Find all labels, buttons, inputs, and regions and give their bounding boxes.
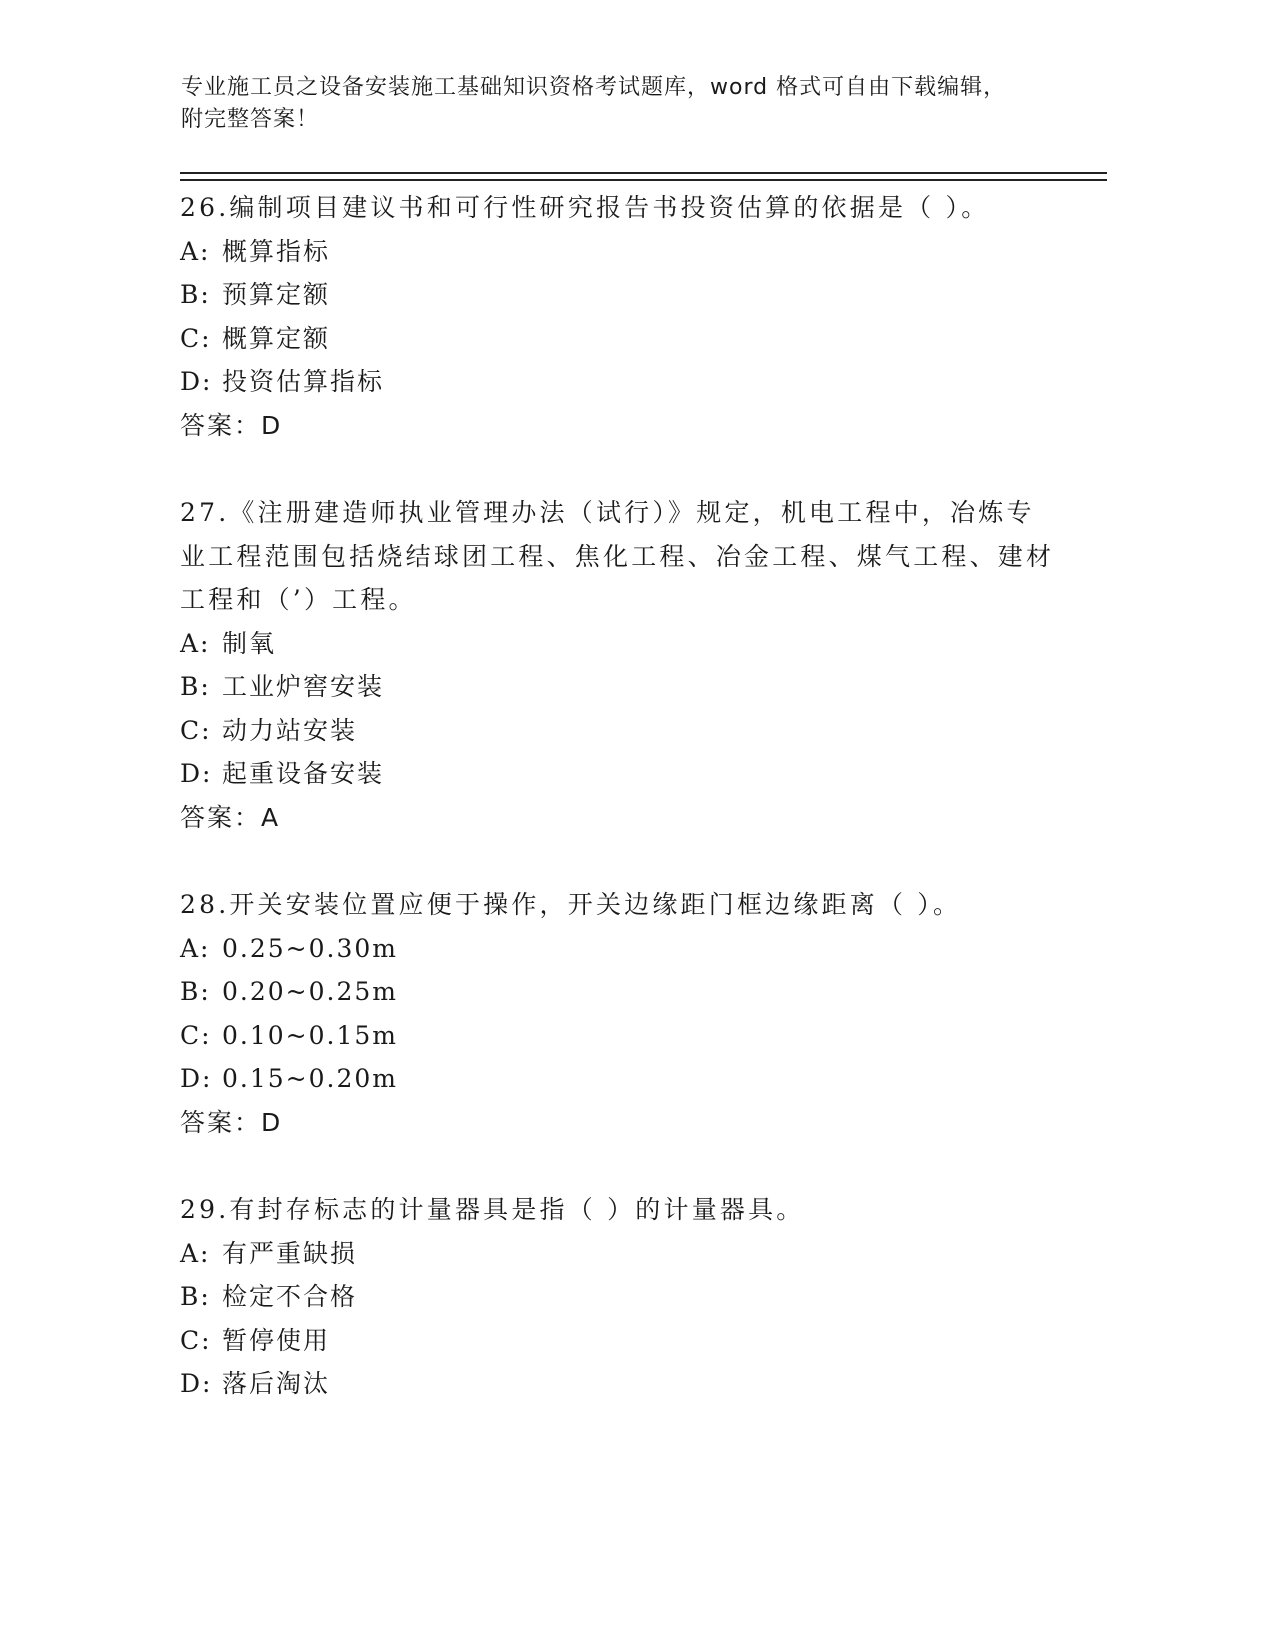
option-a — [180, 622, 1060, 666]
option-text: 概算指标 — [222, 236, 331, 266]
answer-line: 答案：A — [180, 802, 281, 832]
option-c — [180, 1319, 1060, 1363]
option-d — [180, 1362, 1060, 1406]
option-b — [180, 970, 1060, 1014]
option-c — [180, 317, 1060, 361]
question-27 — [180, 491, 1060, 839]
option-a — [180, 230, 1060, 274]
answer-line: 答案：D — [180, 410, 283, 440]
option-letter: D: — [180, 759, 213, 788]
option-letter: D: — [180, 367, 213, 396]
header-divider-bottom — [180, 179, 1107, 181]
option-text: 起重设备安装 — [222, 759, 385, 788]
option-a — [180, 927, 1060, 971]
option-text: 0.10~0.15m — [222, 1020, 398, 1050]
option-letter: C: — [180, 323, 212, 353]
option-letter: D: — [180, 1369, 213, 1398]
option-a — [180, 1232, 1060, 1276]
option-letter: B: — [180, 977, 211, 1006]
option-b — [180, 1275, 1060, 1319]
question-29 — [180, 1188, 1060, 1406]
header-line-1: 专业施工员之设备安装施工基础知识资格考试题库，word 格式可自由下载编辑， — [181, 75, 1007, 100]
option-text: 有严重缺损 — [222, 1238, 358, 1268]
header-line-2: 附完整答案！ — [181, 107, 320, 132]
option-text: 预算定额 — [222, 280, 331, 309]
option-text: 暂停使用 — [222, 1325, 331, 1355]
question-text: 27.《注册建造师执业管理办法（试行）》规定，机电工程中，冶炼专业工程范围包括烧结球团工程、焦化工程、冶金工程、煤气工程、建材工程和（’）工程。 — [180, 498, 1055, 614]
option-letter: B: — [180, 1282, 211, 1311]
question-28 — [180, 883, 1060, 1144]
option-text: 工业炉窖安装 — [222, 672, 385, 701]
option-letter: A: — [180, 933, 211, 963]
option-d — [180, 752, 1060, 796]
question-text: 28.开关安装位置应便于操作，开关边缘距门框边缘距离（ ）。 — [180, 890, 962, 919]
question-text: 26.编制项目建议书和可行性研究报告书投资估算的依据是（ ）。 — [180, 193, 990, 222]
question-26 — [180, 186, 1060, 447]
question-text: 29.有封存标志的计量器具是指（ ）的计量器具。 — [180, 1195, 805, 1224]
option-text: 0.20~0.25m — [222, 977, 398, 1006]
option-letter: C: — [180, 1325, 212, 1355]
header-divider-top — [180, 172, 1107, 174]
option-letter: B: — [180, 280, 211, 309]
option-text: 检定不合格 — [222, 1282, 358, 1311]
option-text: 0.25~0.30m — [222, 933, 398, 963]
option-letter: A: — [180, 1238, 211, 1268]
option-letter: C: — [180, 1020, 212, 1050]
option-letter: D: — [180, 1064, 213, 1093]
option-b — [180, 665, 1060, 709]
option-c — [180, 1014, 1060, 1058]
option-b — [180, 273, 1060, 317]
option-d — [180, 360, 1060, 404]
option-text: 概算定额 — [222, 323, 331, 353]
option-text: 0.15~0.20m — [222, 1064, 398, 1093]
option-c — [180, 709, 1060, 753]
document-header — [181, 72, 1081, 136]
answer-line: 答案：D — [180, 1107, 283, 1137]
option-text: 投资估算指标 — [222, 367, 385, 396]
option-letter: C: — [180, 715, 212, 745]
option-letter: B: — [180, 672, 211, 701]
option-text: 动力站安装 — [222, 715, 358, 745]
option-text: 落后淘汰 — [222, 1369, 331, 1398]
option-letter: A: — [180, 628, 211, 658]
option-text: 制氧 — [222, 628, 277, 658]
option-letter: A: — [180, 236, 211, 266]
option-d — [180, 1057, 1060, 1101]
question-list — [180, 186, 1060, 1450]
